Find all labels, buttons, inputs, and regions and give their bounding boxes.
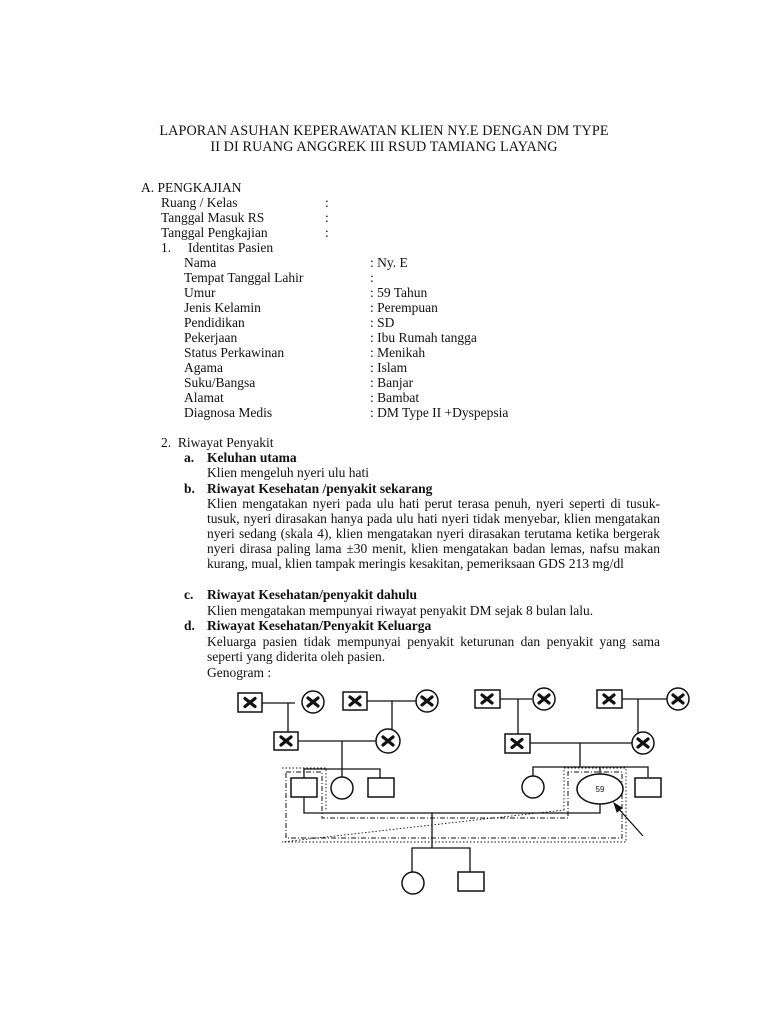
report-title-line-2: II DI RUANG ANGGREK III RSUD TAMIANG LAYANG xyxy=(210,139,558,155)
male-icon xyxy=(368,778,394,797)
item-text: Klien mengeluh nyeri ulu hati xyxy=(207,465,369,480)
female-icon xyxy=(402,872,424,894)
identitas-heading: 1. Identitas Pasien xyxy=(161,240,274,255)
deceased-male-icon xyxy=(274,732,298,750)
deceased-male-icon xyxy=(505,734,530,753)
field-colon: : xyxy=(325,195,329,210)
deceased-female-icon xyxy=(376,729,400,753)
identity-value: : Perempuan xyxy=(370,300,438,315)
item-title: Keluhan utama xyxy=(207,450,297,465)
item-text: Klien mengatakan mempunyai riwayat penyakit DM sejak 8 bulan lalu. xyxy=(207,603,594,618)
identity-value: : DM Type II +Dyspepsia xyxy=(370,405,509,420)
item-letter: b. xyxy=(184,481,195,496)
patient-age-label: 59 xyxy=(595,785,605,794)
deceased-male-icon xyxy=(343,692,367,710)
identity-value: : xyxy=(370,270,374,285)
deceased-male-icon xyxy=(475,690,500,708)
riwayat-heading: 2. Riwayat Penyakit xyxy=(161,435,274,450)
identity-value: : SD xyxy=(370,315,395,330)
deceased-female-icon xyxy=(667,688,689,710)
deceased-female-icon xyxy=(533,688,555,710)
identity-value: : Ibu Rumah tangga xyxy=(370,330,477,345)
identity-label: Pekerjaan xyxy=(184,330,238,345)
identity-label: Diagnosa Medis xyxy=(184,405,273,420)
male-icon xyxy=(635,778,661,797)
item-text: Klien mengatakan nyeri pada ulu hati perut terasa penuh, nyeri seperti di tusuk-tusuk, nyeri dirasakan hanya pada ulu hati nyeri tidak menyebar, klien mengatakan nyeri sedang (skala 4), klien mengatakan nyeri dirasakan terutama ketika bergerak nyeri dirasa paling lama ±30 menit, klien mengatakan badan lemas, nafsu makan kurang, mual, klien tampak meringis kesakitan, pemeriksaan GDS 213 mg/dl xyxy=(207,496,660,572)
item-letter: d. xyxy=(184,618,195,633)
field-label: Tanggal Masuk RS xyxy=(161,210,265,225)
sibling-line xyxy=(298,741,380,780)
report-title-line-1: LAPORAN ASUHAN KEPERAWATAN KLIEN NY.E DENGAN DM TYPE xyxy=(159,123,609,139)
household-boundary-outer xyxy=(282,768,626,842)
item-title: Riwayat Kesehatan/Penyakit Keluarga xyxy=(207,618,432,633)
identity-label: Pendidikan xyxy=(184,315,245,330)
identity-value: : Banjar xyxy=(370,375,414,390)
field-colon: : xyxy=(325,225,329,240)
identity-label: Umur xyxy=(184,285,216,300)
identity-value: : Menikah xyxy=(370,345,426,360)
sibling-line xyxy=(526,743,648,778)
field-colon: : xyxy=(325,210,329,225)
identity-value: : Bambat xyxy=(370,390,420,405)
children-line xyxy=(412,813,470,873)
identity-label: Agama xyxy=(184,360,223,375)
identity-label: Jenis Kelamin xyxy=(184,300,261,315)
item-title: Riwayat Kesehatan/penyakit dahulu xyxy=(207,587,418,602)
identity-label: Suku/Bangsa xyxy=(184,375,256,390)
item-letter: c. xyxy=(184,587,194,602)
genogram-label: Genogram : xyxy=(207,665,272,680)
item-letter: a. xyxy=(184,450,195,465)
deceased-male-icon xyxy=(597,690,622,708)
section-a-heading: A. PENGKAJIAN xyxy=(141,180,242,195)
female-icon xyxy=(331,777,353,799)
patient-arrow-icon xyxy=(614,803,643,836)
male-icon xyxy=(291,778,317,797)
identity-label: Alamat xyxy=(184,390,224,405)
identity-label: Tempat Tanggal Lahir xyxy=(184,270,304,285)
item-text: Keluarga pasien tidak mempunyai penyakit keturunan dan penyakit yang sama seperti yang diderita oleh pasien. xyxy=(207,634,660,665)
identity-value: : Ny. E xyxy=(370,255,408,270)
field-label: Tanggal Pengkajian xyxy=(161,225,268,240)
deceased-male-icon xyxy=(238,693,262,712)
field-label: Ruang / Kelas xyxy=(161,195,238,210)
deceased-female-icon xyxy=(632,732,654,754)
identity-value: : Islam xyxy=(370,360,408,375)
deceased-female-icon xyxy=(416,690,438,712)
identity-label: Nama xyxy=(184,255,217,270)
identity-value: : 59 Tahun xyxy=(370,285,428,300)
deceased-female-icon xyxy=(302,691,324,713)
marriage-line xyxy=(304,797,600,813)
female-icon xyxy=(522,776,544,798)
item-title: Riwayat Kesehatan /penyakit sekarang xyxy=(207,481,433,496)
male-icon xyxy=(458,872,484,891)
identity-label: Status Perkawinan xyxy=(184,345,285,360)
